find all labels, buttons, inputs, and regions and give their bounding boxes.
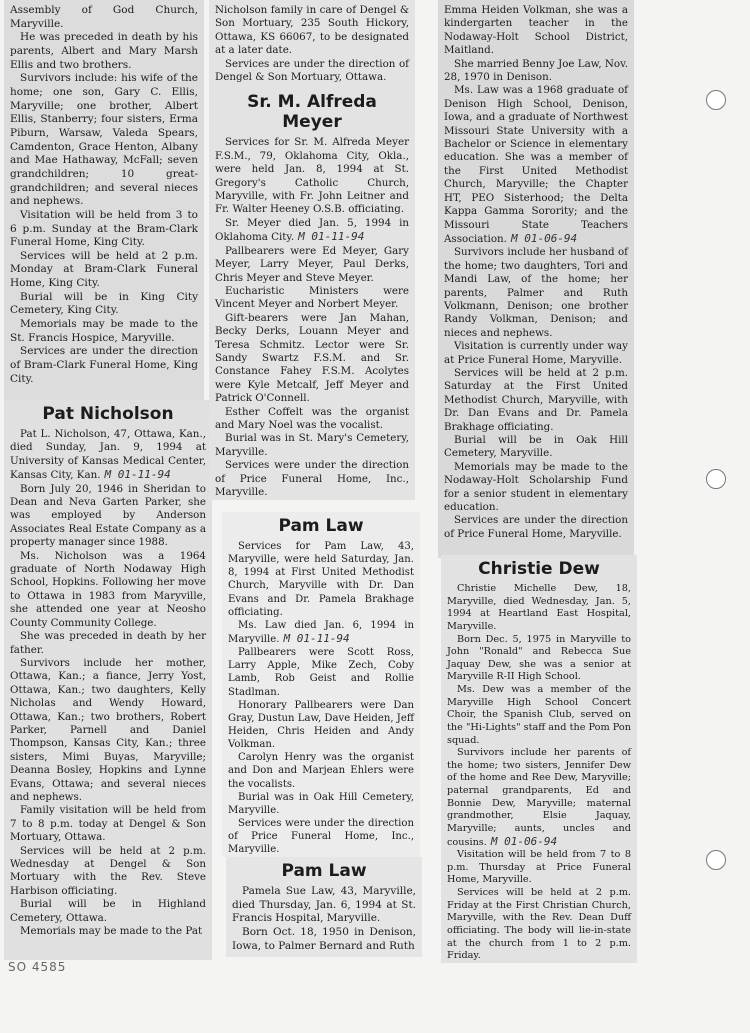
paragraph: Survivors include her husband of the home; two daughters, Tori and Mandi Law, of the home; her parents, Palmer and Ruth Volkmann, Denison; one brother Randy Volkman, Denison; and nieces and nephews. (444, 246, 628, 339)
paragraph: Memorials may be made to the Pat (20, 925, 203, 938)
paragraph: Family visitation will be held from 7 to 8 p.m. today at Dengel & Son Mortuary, Ottawa. (10, 804, 206, 844)
paragraph: Burial will be in Oak Hill Cemetery, Maryville. (444, 434, 628, 460)
obituary-pat-nicholson (4, 400, 212, 960)
obituary-title: Christie Dew (478, 559, 600, 579)
paragraph: Services were under the direction of Price Funeral Home, Inc., Maryville. (228, 817, 414, 856)
paragraph: Gift-bearers were Jan Mahan, Becky Derks, Louann Meyer and Teresa Schmitz. Lector were Sr. Sandy Swartz F.S.M. and Sr. Constance Fahey F.S.M. Acolytes were Kyle Metcalf, Jeff Meyer and Patrick O'Connell. (215, 311, 409, 405)
paragraph: Assembly of God Church, Maryville. (10, 4, 198, 30)
paragraph: Ms. Nicholson was a 1964 graduate of North Nodaway High School, Hopkins. Following her move to Ottawa in 1983 from Maryville, she attended one year at Neosho County Community College. (10, 549, 206, 629)
binder-hole (706, 850, 726, 870)
paragraph: Visitation is currently under way at Price Funeral Home, Maryville. (444, 340, 628, 366)
paragraph: Services are under the direction of Bram-Clark Funeral Home, King City. (10, 345, 198, 385)
paragraph (444, 84, 628, 246)
obituary-christie-dew (441, 555, 637, 963)
paragraph: Carolyn Henry was the organist and Don and Marjean Ehlers were the vocalists. (228, 752, 414, 790)
paragraph: Survivors include: his wife of the home; one son, Gary C. Ellis, Maryville; one brother, Albert Ellis, Stanberry; four sisters, Erma Piburn, Warsaw, Valeda Spears, Camdenton, Grace Henton, Albany and Mae Hathaway, McFall; seven grandchildren; 10 great-grandchildren; and several nieces and nephews. (10, 72, 198, 208)
paragraph: Services are under the direction of Dengel & Son Mortuary, Ottawa. (215, 57, 409, 84)
handwritten-date: M 01-11-94 (298, 230, 365, 244)
obituary-title: Pat Nicholson (42, 404, 174, 424)
paragraph: Services for Pam Law, 43, Maryville, were held Saturday, Jan. 8, 1994 at First United Methodist Church, Maryville with Dr. Dan Evans and Dr. Pamela Brakhage officiating. (228, 541, 414, 618)
paragraph: Pamela Sue Law, 43, Maryville, died Thursday, Jan. 6, 1994 at St. Francis Hospital, Maryville. (232, 885, 416, 925)
paragraph: Services for Sr. M. Alfreda Meyer F.S.M., 79, Oklahoma City, Okla., were held Jan. 8, 1994 at St. Gregory's Catholic Church, Maryville, with Fr. John Leitner and Fr. Walter Heeney O.S.B. officiating. (215, 136, 409, 216)
paragraph: Born July 20, 1946 in Sheridan to Dean and Neva Garten Parker, she was employed by Anderson Associates Real Estate Company as a property manager since 1988. (10, 482, 206, 549)
obituary-title: Pam Law (278, 516, 364, 536)
paragraph: Services are under the direction of Price Funeral Home, Maryville. (444, 514, 628, 540)
paragraph: She was preceded in death by her father. (10, 630, 206, 656)
paragraph: Honorary Pallbearers were Dan Gray, Dustun Law, Dave Heiden, Jeff Heiden, Chris Heiden and Andy Volkman. (228, 699, 414, 751)
handwritten-date: M 01-11-94 (283, 631, 350, 645)
handwritten-date: M 01-06-94 (490, 834, 558, 848)
obituary-pam-law-services (222, 512, 420, 857)
paragraph (228, 619, 414, 646)
handwritten-date: M 01-11-94 (104, 468, 171, 482)
obituary-continued (4, 0, 204, 405)
obituary-pam-law (226, 857, 422, 957)
paragraph: Survivors include her mother, Ottawa, Kan.; a fiance, Jerry Yost, Ottawa, Kan.; two daughters, Kelly Nicholas and Wendy Howard, Ottawa, Kan.; two brothers, Robert Parker, Parnell and Daniel Thompson, Kansas City, Kan.; three sisters, Mimi Buyas, Maryville; Deanna Bosley, Hopkins and Lynne Evans, Ottawa; and several nieces and nephews. (10, 656, 206, 803)
paragraph: Born Oct. 18, 1950 in Denison, Iowa, to Palmer Bernard and Ruth (232, 925, 416, 952)
paragraph: Pallbearers were Scott Ross, Larry Apple, Mike Zech, Coby Lamb, Rob Geist and Rollie Stadlman. (228, 647, 414, 698)
paragraph: Emma Heiden Volkman, she was a kindergarten teacher in the Nodaway-Holt School District, Maitland. (444, 4, 628, 57)
paragraph (447, 747, 631, 849)
paragraph: He was preceded in death by his parents, Albert and Mary Marsh Ellis and two brothers. (10, 31, 198, 71)
paragraph: Services were under the direction of Price Funeral Home, Inc., Maryville. (215, 459, 409, 498)
paragraph: Born Dec. 5, 1975 in Maryville to John "Ronald" and Rebecca Sue Jaquay Dew, she was a senior at Maryville R-II High School. (447, 633, 631, 683)
obituary-title: Sr. M. Alfreda Meyer (247, 92, 377, 133)
paragraph-text: Survivors include her parents of the home; two sisters, Jennifer Dew of the home and Ree Dew, Maryville; paternal grandparents, Ed and Bonnie Dew, Maryville; maternal grandmother, Elsie Jaquay, Maryville; aunts, uncles and cousins. (447, 747, 631, 848)
paragraph: Visitation will be held from 7 to 8 p.m. Thursday at Price Funeral Home, Maryville. (447, 849, 631, 886)
paragraph: Visitation will be held from 3 to 6 p.m. Sunday at the Bram-Clark Funeral Home, King City. (10, 208, 198, 249)
paragraph (10, 428, 206, 483)
paragraph: Esther Coffelt was the organist and Mary Noel was the vocalist. (215, 405, 409, 431)
binder-hole (706, 469, 726, 489)
paragraph: Christie Michelle Dew, 18, Maryville, died Wednesday, Jan. 5, 1994 at Heartland East Hospital, Maryville. (447, 583, 631, 632)
paragraph: Pallbearers were Ed Meyer, Gary Meyer, Larry Meyer, Paul Derks, Chris Meyer and Steve Meyer. (215, 244, 409, 284)
archive-stamp: SO 4585 (8, 960, 67, 974)
paragraph-text: Ms. Law died Jan. 6, 1994 in Maryville. (228, 619, 414, 645)
obituary-pam-law-continued (438, 0, 634, 558)
paragraph: Eucharistic Ministers were Vincent Meyer and Norbert Meyer. (215, 284, 409, 311)
paragraph: Burial will be in King City Cemetery, King City. (10, 290, 198, 317)
paragraph: Services will be held at 2 p.m. Saturday at the First United Methodist Church, Maryville, with Dr. Dan Evans and Dr. Pamela Brakhage officiating. (444, 366, 628, 433)
paragraph: Memorials may be made to the Nodaway-Holt Scholarship Fund for a senior student in elementary education. (444, 460, 628, 514)
paragraph: Services will be held at 2 p.m. Monday at Bram-Clark Funeral Home, King City. (10, 249, 198, 290)
obituary-meyer-column (209, 0, 415, 500)
paragraph: Ms. Dew was a member of the Maryville High School Concert Choir, the Spanish Club, served on the "Hi-Lights" staff and the Pom Pon squad. (447, 684, 631, 746)
paragraph-text: Pat L. Nicholson, 47, Ottawa, Kan., died Sunday, Jan. 9, 1994 at University of Kansas Medical Center, Kansas City, Kan. (10, 428, 206, 482)
paragraph: Memorials may be made to the St. Francis Hospice, Maryville. (10, 318, 198, 344)
paragraph: Burial was in St. Mary's Cemetery, Maryville. (215, 432, 409, 458)
obituary-title: Pam Law (281, 861, 367, 881)
paragraph-text: Sr. Meyer died Jan. 5, 1994 in Oklahoma City. (215, 216, 409, 244)
paragraph (215, 217, 409, 245)
paragraph: Nicholson family in care of Dengel & Son Mortuary, 235 South Hickory, Ottawa, KS 66067, to be designated at a later date. (215, 4, 409, 57)
paragraph: She married Benny Joe Law, Nov. 28, 1970 in Denison. (444, 57, 628, 84)
handwritten-date: M 01-06-94 (510, 231, 578, 245)
paragraph-text: Ms. Law was a 1968 graduate of Denison High School, Denison, Iowa, and a graduate of Northwest Missouri State University with a Bachelor or Science in elementary education. She was a member of the First United Methodist Church, Maryville; the Chapter HT, PEO Sisterhood; the Delta Kappa Gamma Sorority; and the Missouri State Teachers Association. (444, 84, 628, 245)
paragraph: Services will be held at 2 p.m. Friday at the First Christian Church, Maryville, with the Rev. Dean Duff officiating. The body will lie-in-state at the church from 1 to 2 p.m. Friday. (447, 887, 631, 962)
binder-hole (706, 90, 726, 110)
paragraph: Burial will be in Highland Cemetery, Ottawa. (10, 898, 206, 924)
paragraph: Services will be held at 2 p.m. Wednesday at Dengel & Son Mortuary with the Rev. Steve Harbison officiating. (10, 844, 206, 897)
paragraph: Burial was in Oak Hill Cemetery, Maryville. (228, 791, 414, 816)
